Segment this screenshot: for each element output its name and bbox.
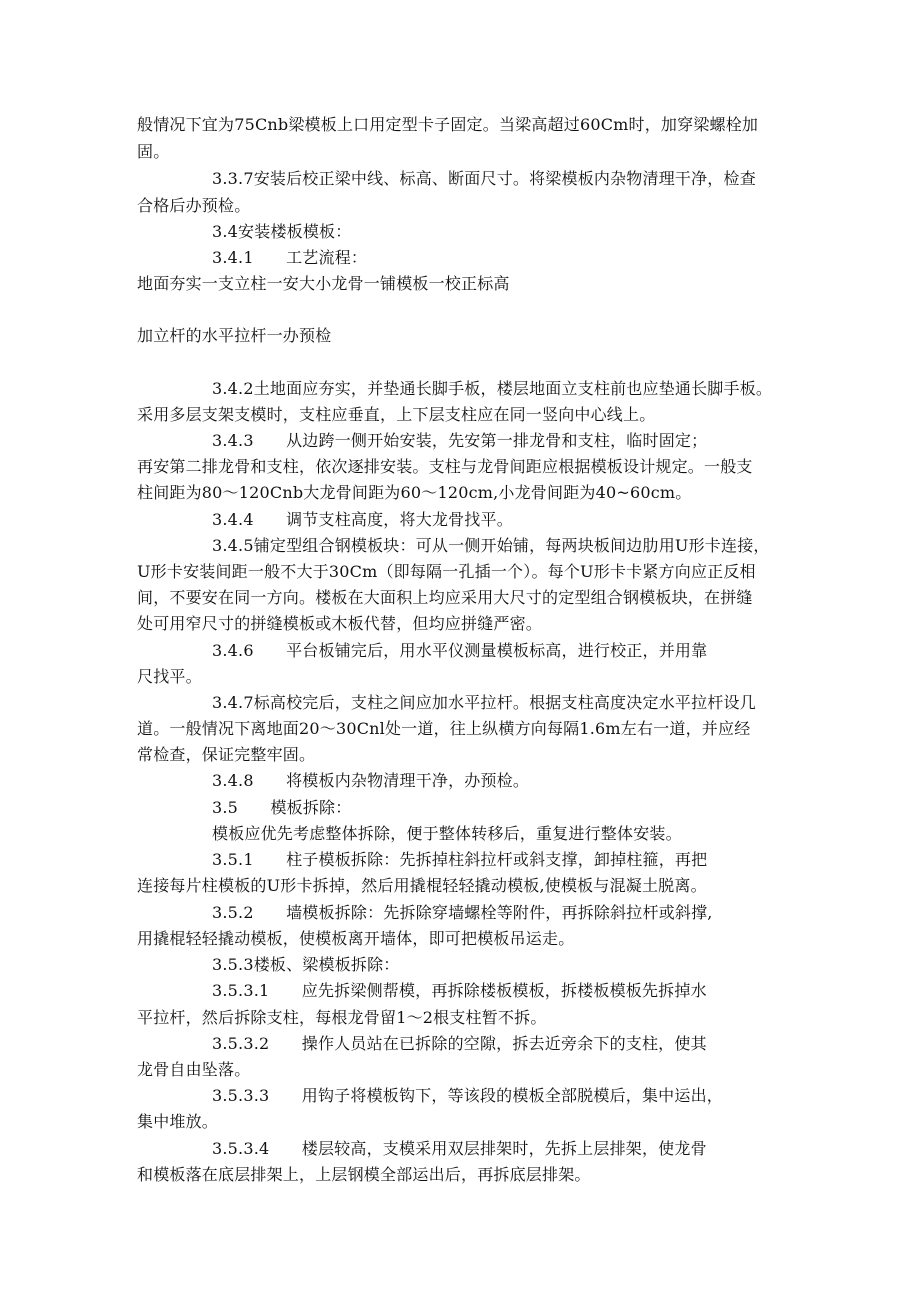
text-line: U形卡安装间距一般不大于30Cm（即每隔一孔插一个）。每个U形卡卡紧方向应正反相	[137, 562, 756, 581]
text-line: 固。	[137, 142, 170, 161]
section-heading: 3.5 模板拆除：	[212, 798, 352, 817]
text-line: 常检查，保证完整牢固。	[137, 745, 316, 764]
text-line: 3.4.4 调节支柱高度，将大龙骨找平。	[212, 510, 513, 529]
text-line: 和模板落在底层排架上，上层钢模全部运出后，再拆底层排架。	[137, 1165, 591, 1184]
text-line: 尺找平。	[137, 667, 202, 686]
text-line: 3.4.6 平台板铺完后，用水平仪测量模板标高，进行校正，并用靠	[212, 641, 708, 660]
text-line: 3.4.2土地面应夯实，并垫通长脚手板，楼层地面立支柱前也应垫通长脚手板。	[212, 379, 773, 398]
text-line: 3.5.2 墙模板拆除：先拆除穿墙螺栓等附件，再拆除斜拉杆或斜撑,	[212, 903, 713, 922]
text-line: 间，不要安在同一方向。楼板在大面积上均应采用大尺寸的定型组合钢模板块，在拼缝	[137, 588, 753, 607]
text-line: 连接每片柱模板的U形卡拆掉，然后用撬棍轻轻撬动模板,使模板与混凝土脱离。	[137, 876, 707, 895]
section-heading: 3.5.3楼板、梁模板拆除：	[212, 955, 400, 974]
text-line: 3.4.3 从边跨一侧开始安装，先安第一排龙骨和支柱，临时固定；	[212, 431, 708, 450]
text-line: 道。一般情况下离地面20～30Cnl处一道，往上纵横方向每隔1.6m左右一道，并应经	[137, 719, 751, 738]
text-line: 合格后办预检。	[137, 196, 251, 215]
text-line: 柱间距为80～120Cnb大龙骨间距为60～120cm,小龙骨间距为40~60cm。	[137, 483, 692, 502]
text-line: 般情况下宜为75Cnb梁模板上口用定型卡子固定。当梁高超过60Cm时，加穿梁螺栓加	[137, 115, 759, 134]
text-line: 3.5.1 柱子模板拆除：先拆掉柱斜拉杆或斜支撑，卸掉柱箍，再把	[212, 850, 708, 869]
process-flow-line: 地面夯实一支立柱一安大小龙骨一铺模板一校正标高	[137, 274, 510, 293]
text-line: 采用多层支架支模时，支柱应垂直，上下层支柱应在同一竖向中心线上。	[137, 405, 656, 424]
process-flow-line: 加立杆的水平拉杆一办预检	[137, 326, 332, 345]
text-line: 用撬棍轻轻撬动模板，使模板离开墙体，即可把模板吊运走。	[137, 929, 575, 948]
text-line: 平拉杆，然后拆除支柱，每根龙骨留1～2根支柱暂不拆。	[137, 1008, 547, 1027]
text-line: 3.5.3.1 应先拆梁侧帮模，再拆除楼板模板，拆楼板模板先拆掉水	[212, 981, 707, 1000]
text-line: 3.3.7安装后校正梁中线、标高、断面尺寸。将梁模板内杂物清理干净，检查	[212, 169, 756, 188]
text-line: 再安第二排龙骨和支柱，依次逐排安装。支柱与龙骨间距应根据模板设计规定。一般支	[137, 457, 753, 476]
text-line: 龙骨自由坠落。	[137, 1060, 251, 1079]
text-line: 3.4.5铺定型组合钢模板块：可从一侧开始铺，每两块板间边肋用U形卡连接，	[212, 536, 770, 555]
text-line: 3.4.8 将模板内杂物清理干净，办预检。	[212, 771, 530, 790]
text-line: 处可用窄尺寸的拼缝模板或木板代替，但均应拼缝严密。	[137, 614, 543, 633]
text-line: 模板应优先考虑整体拆除，便于整体转移后，重复进行整体安装。	[212, 824, 682, 843]
text-line: 3.5.3.4 楼层较高，支模采用双层排架时，先拆上层排架，使龙骨	[212, 1139, 707, 1158]
section-heading: 3.4安装楼板模板：	[212, 222, 352, 241]
text-line: 3.4.7标高校完后，支柱之间应加水平拉杆。根据支柱高度决定水平拉杆设几	[212, 693, 756, 712]
text-line: 3.5.3.3 用钩子将模板钩下，等该段的模板全部脱模后，集中运出，	[212, 1086, 723, 1105]
text-line: 集中堆放。	[137, 1112, 219, 1131]
text-line: 3.5.3.2 操作人员站在已拆除的空隙，拆去近旁余下的支柱，使其	[212, 1034, 707, 1053]
text-line: 3.4.1 工艺流程：	[212, 248, 368, 267]
